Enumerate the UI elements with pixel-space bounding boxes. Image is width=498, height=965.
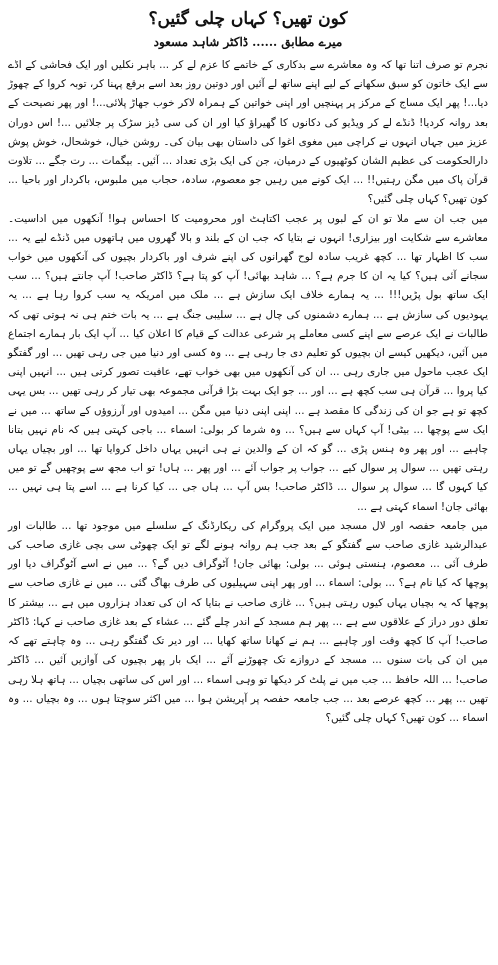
article-paragraph: نجرم تو صرف اتنا تھا کہ وہ معاشرے سے بدکاری کے خاتمے کا عزم لے کر ... باہر نکلیں اور ایک فحاشی کے اڈے سے ایک خاتون کو سبق سکھانے کے لیے اپنے ساتھ لے آئیں اور دوتین روز بعد اسے برقع پہنا کر، توبہ کروا کے چھوڑ دیا...! پھر ایک مساج کے مرکز پر پہنچیں اور اپنی خواتین کے ہمراہ لاکر خوب جھاڑ پلائی...! اور پھر نصیحت کے بعد روانہ کردیا! ڈنڈے لے کر ویڈیو کی دکانوں کا گھیراؤ کیا اور ان کی سی ڈیز سڑک پر جلائیں ...! اس دوران عزیز میں جہاں انہوں نے کراچی میں مغوی اغوا کی داستان بھی بیان کی۔ روشن خیال، خوشحال، خوش پوش دارالحکومت کی عظیم الشان کوٹھیوں کے درمیان، جن کی ایک بڑی تعداد ... آئیں۔ بیگمات ... رت جگے ... تلاوت قرآن پاک میں مگن رہتیں!! ... ایک کونے میں رہیں جو معصوم، سادہ، حجاب میں ملبوس، باکردار اور باحیا ... کون تھیں؟ کہاں چلی گئیں؟ [8, 59, 488, 206]
byline-author: ڈاکٹر شاہد مسعود [153, 35, 249, 49]
byline-separator: ...... [252, 35, 278, 49]
byline-prefix: میرے مطابق [281, 35, 343, 49]
byline [8, 34, 488, 50]
article-paragraph: میں جب ان سے ملا تو ان کے لبوں پر عجب اکتاہٹ اور محرومیت کا احساس ہوا! آنکھوں میں اداسیت۔ معاشرے سے شکایت اور بیزاری! انہوں نے بتایا کہ جب ان کے بلند و بالا گھروں میں ہاتھوں میں ڈنڈے لیے یہ ... سب کا اظہار تھا ... کچھ غریب سادہ لوح گھرانوں کی اپنے شرف اور باکردار بچیوں کی آنکھوں میں خواب سجانے آئی ہیں؟ کیا یہ ان کا جرم ہے؟ ... شاہد بھائی! آپ کو پتا ہے؟ ڈاکٹر صاحب! آپ جانتے ہیں؟ ... سب ایک ساتھ بول پڑیں!!! ... یہ ہمارے خلاف ایک سازش ہے ... ملک میں امریکہ یہ سب کروا رہا ہے ... یہ یہودیوں کی سازش ہے ... ہمارے دشمنوں کی چال ہے ... سلیبی جنگ ہے ... یہ بات ختم ہی نہ ہوتی تھی کہ طالبات نے ایک عرصے سے اپنے کسی معاملے پر شرعی عدالت کے قیام کا اعلان کیا ... آپ ایک بار ہمارے اجتماع میں آئیں، دیکھیں کیسے ان بچیوں کو تعلیم دی جا رہی ہے ... وہ کسی اور دنیا میں جی رہی تھیں ... اور گفتگو ایک عجب ماحول میں جاری رہی ... ان کی آنکھوں میں بھی خواب تھے، عافیت تصور کرتی ہیں ... انہیں اپنی کیا پروا ... قرآن ہی سب کچھ ہے ... اور ... جو ایک بہت بڑا قرآنی مجموعہ بھی تیار کر رہی تھیں ... بس یہی کچھ تو ہے جو ان کی زندگی کا مقصد ہے ... اپنی اپنی دنیا میں مگن ... امیدوں اور آرزوؤں کے ساتھ ... میں نے ایک سے پوچھا ... بیٹی! آپ کہاں سے ہیں؟ ... وہ شرما کر بولی: اسماء ... باجی کہتی ہیں کہ نام نہیں بتانا چاہیے ... اور پھر وہ ہنس پڑی ... گو کہ ان کے والدین نے ہی انہیں یہاں داخل کروایا تھا ... اور بچیاں یہاں رہتی تھیں ... سوال پر سوال کیے ... جواب پر جواب آئے ... اور پھر ... ہاں! تو اب مجھ سے پوچھیں گے تو میں کیا کہوں گا ... سوال پر سوال ... ڈاکٹر صاحب! بس آپ ... ہاں جی ... کیا کرنا ہے ... اسے پتا ہی نہیں ... بھائی جان! اسماء کہتی ہے ... [8, 212, 488, 513]
article-paragraph: میں جامعہ حفصہ اور لال مسجد میں ایک پروگرام کی ریکارڈنگ کے سلسلے میں موجود تھا ... طالبات اور عبدالرشید غازی صاحب سے گفتگو کے بعد جب ہم روانہ ہونے لگے تو ایک چھوٹی سی بچی غازی صاحب کی طرف آئی ... معصوم، ہنستی ہوئی ... بولی: بھائی جان! آٹوگراف دیں گے؟ ... میں نے اسے آٹوگراف دیا اور پوچھا کہ کیا نام ہے؟ ... بولی: اسماء ... اور پھر اپنی سہیلیوں کی طرف بھاگ گئی ... میں نے غازی صاحب سے پوچھا کہ یہ بچیاں یہاں کیوں رہتی ہیں؟ ... غازی صاحب نے بتایا کہ ان کی تعداد ہزاروں میں ہے ... بیشتر کا تعلق دور دراز کے علاقوں سے ہے ... پھر ہم مسجد کے اندر چلے گئے ... عشاء کے بعد غازی صاحب نے کہا: ڈاکٹر صاحب! آپ کا کچھ وقت اور چاہیے ... ہم نے کھانا ساتھ کھایا ... اور دیر تک گفتگو رہی ... وہ چاہتے تھے کہ میں ان کی بات سنوں ... مسجد کے دروازے تک چھوڑنے آئے ... ایک بار پھر بچیوں کی آوازیں آئیں ... ڈاکٹر صاحب! ... اللہ حافظ ... جب میں نے پلٹ کر دیکھا تو وہی اسماء ... اور اس کی ساتھی بچیاں ... ہاتھ ہلا رہی تھیں ... پھر ... کچھ عرصے بعد ... جب جامعہ حفصہ پر آپریشن ہوا ... میں اکثر سوچتا ہوں ... وہ بچیاں ... وہ اسماء ... کون تھیں؟ کہاں چلی گئیں؟ [8, 519, 488, 724]
headline: کون تھیں؟ کہاں چلی گئیں؟ [148, 9, 348, 29]
